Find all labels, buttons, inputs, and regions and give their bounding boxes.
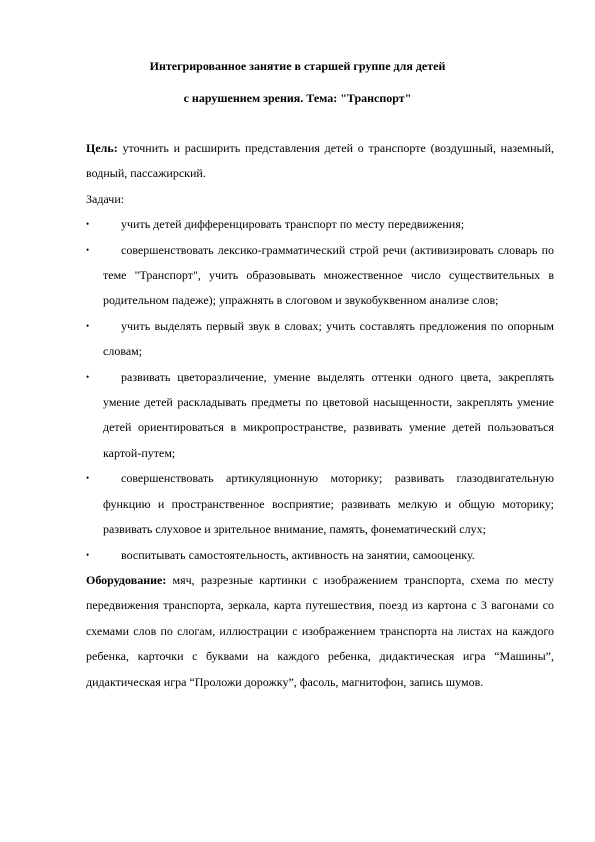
equipment-text: мяч, разрезные картинки с изображением транспорта, схема по месту передвижения транспорта, зеркала, карта путешествия, поезд из картона с 3 вагонами со схемами слов по слогам, иллюстрации с изображением транспорта на листах на каждого ребенка, карточки с буквами на каждого ребенка, дидактическая игра “Машины”, дидактическая игра “Проложи дорожку”, фасоль, магнитофон, запись шумов. <box>86 572 554 689</box>
equipment-label: Оборудование: <box>86 572 167 587</box>
tasks-list <box>86 212 554 568</box>
goal-text: уточнить и расширить представления детей о транспорте (воздушный, наземный, водный, пассажирский. <box>86 141 554 181</box>
task-text: совершенствовать артикуляционную моторику; развивать глазодвигательную функцию и пространственное восприятие; развивать мелкую и общую моторику; развивать слуховое и зрительное внимание, память, фонематический слух; <box>103 471 554 537</box>
task-item <box>86 466 554 542</box>
task-text: учить выделять первый звук в словах; учить составлять предложения по опорным словам; <box>103 318 554 359</box>
tasks-heading: Задачи: <box>86 191 125 206</box>
task-item <box>86 238 554 314</box>
equipment-paragraph <box>86 568 554 695</box>
task-text: совершенствовать лексико-грамматический строй речи (активизировать словарь по теме "Транспорт", учить образовывать множественное число существительных в родительном падеже); упражнять в слоговом и звукобуквенном анализе слов; <box>103 242 554 308</box>
bullet-icon: • <box>86 320 90 331</box>
bullet-icon: • <box>86 549 90 560</box>
bullet-icon: • <box>86 219 90 230</box>
goal-label: Цель: <box>86 141 118 155</box>
document-body <box>86 136 554 695</box>
task-item <box>86 543 554 568</box>
bullet-icon: • <box>86 244 90 255</box>
bullet-icon: • <box>86 473 90 484</box>
bullet-icon: • <box>86 371 90 382</box>
task-item <box>86 365 554 467</box>
task-text: учить детей дифференцировать транспорт по месту передвижения; <box>121 217 465 232</box>
task-text: развивать цветоразличение, умение выделять оттенки одного цвета, закреплять умение детей раскладывать предметы по цветовой насыщенности, закреплять умение детей ориентироваться в микропространстве, развивать умение детей пользоваться картой-путем; <box>103 369 554 460</box>
task-item <box>86 212 554 237</box>
document-title-line-2: с нарушением зрения. Тема: "Транспорт" <box>183 91 412 105</box>
goal-paragraph <box>86 136 554 187</box>
document-title-line-1: Интегрированное занятие в старшей группе для детей <box>149 59 446 73</box>
task-item <box>86 314 554 365</box>
task-text: воспитывать самостоятельность, активность на занятии, самооценку. <box>121 547 475 562</box>
